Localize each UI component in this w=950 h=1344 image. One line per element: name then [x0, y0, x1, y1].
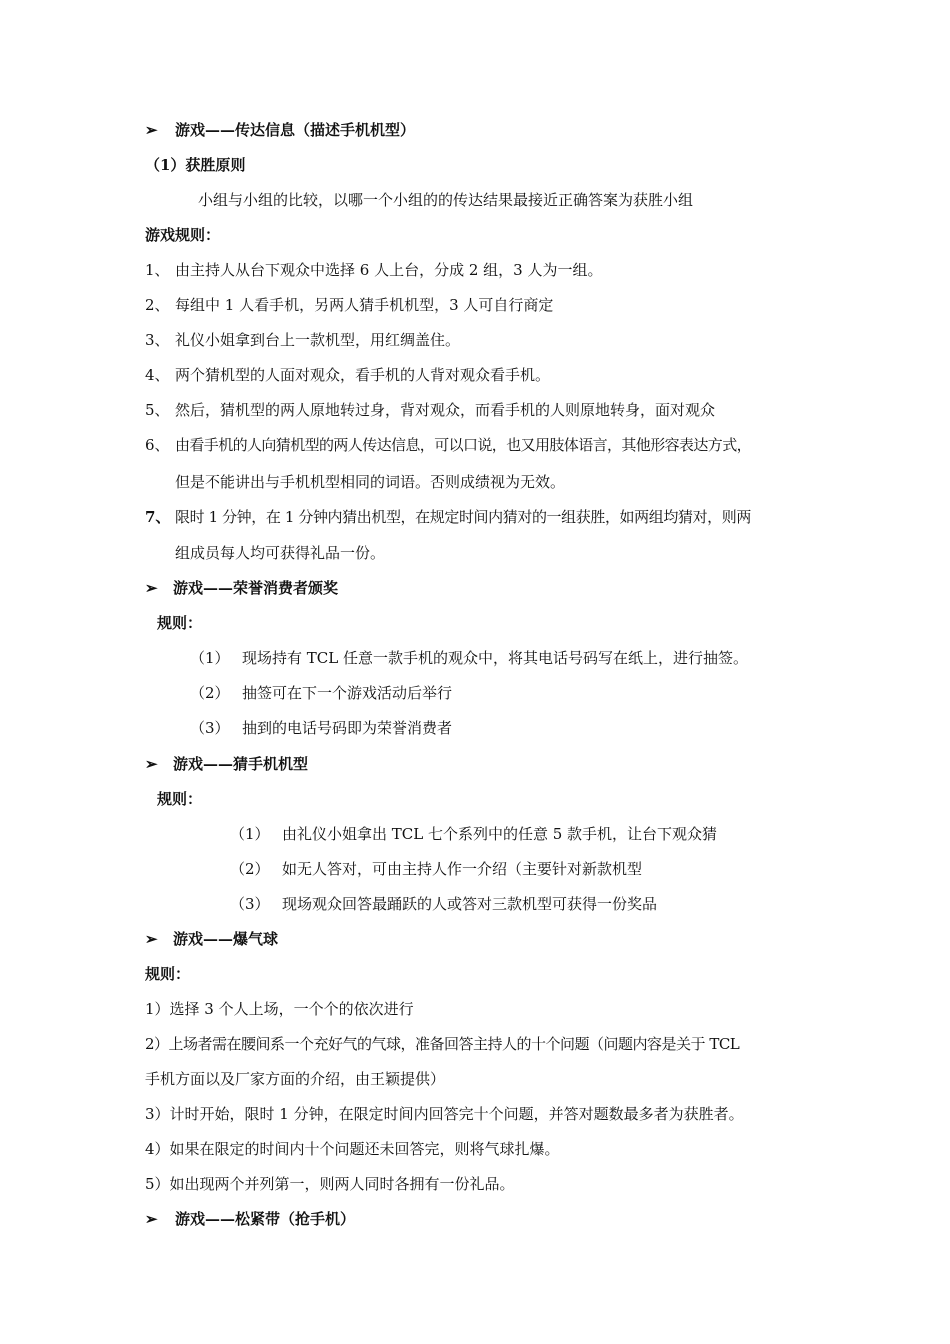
list-item: （3） 现场观众回答最踊跃的人或答对三款机型可获得一份奖品: [230, 895, 658, 913]
arrowhead-bullet-icon: ➢: [145, 121, 158, 139]
list-item: 3、 礼仪小姐拿到台上一款机型，用红绸盖住。: [145, 331, 461, 349]
rules-label: 规则：: [157, 614, 203, 632]
section-heading: ➢ 游戏——猜手机机型: [145, 755, 309, 773]
section-heading: ➢ 游戏——松紧带（抢手机）: [145, 1210, 356, 1228]
section-heading: ➢ 游戏——荣誉消费者颁奖: [145, 579, 339, 597]
section-heading: ➢ 游戏——爆气球: [145, 930, 279, 948]
subheading: （1）获胜原则: [145, 156, 246, 174]
list-item: （2） 抽签可在下一个游戏活动后举行: [190, 684, 453, 702]
arrowhead-bullet-icon: ➢: [145, 1210, 158, 1228]
arrowhead-bullet-icon: ➢: [145, 930, 158, 948]
list-item: 5、 然后，猜机型的两人原地转过身，背对观众，而看手机的人则原地转身，面对观众: [145, 401, 716, 419]
arrowhead-bullet-icon: ➢: [145, 579, 158, 597]
list-item: （1） 现场持有 TCL 任意一款手机的观众中，将其电话号码写在纸上，进行抽签。: [190, 649, 748, 667]
list-item: 4）如果在限定的时间内十个问题还未回答完，则将气球扎爆。: [145, 1140, 560, 1158]
list-item: 2、 每组中 1 人看手机，另两人猜手机机型，3 人可自行商定: [145, 296, 554, 314]
list-item-continuation: 手机方面以及厂家方面的介绍，由王颖提供）: [145, 1070, 446, 1088]
list-item: 1）选择 3 个人上场，一个个的依次进行: [145, 1000, 414, 1018]
list-item-continuation: 组成员每人均可获得礼品一份。: [175, 544, 386, 562]
list-item: 7、 限时 1 分钟，在 1 分钟内猜出机型，在规定时间内猜对的一组获胜，如两组均猜对，则两: [145, 508, 751, 526]
list-item-continuation: 但是不能讲出与手机机型相同的词语。否则成绩视为无效。: [175, 473, 566, 491]
list-item: 2）上场者需在腰间系一个充好气的气球，准备回答主持人的十个问题（问题内容是关于 TCL: [145, 1035, 740, 1053]
list-item: （3） 抽到的电话号码即为荣誉消费者: [190, 719, 453, 737]
paragraph: 小组与小组的比较，以哪一个小组的的传达结果最接近正确答案为获胜小组: [198, 191, 694, 209]
list-item: 6、 由看手机的人向猜机型的两人传达信息，可以口说，也又用肢体语言，其他形容表达方式，: [145, 436, 752, 454]
list-item: （1） 由礼仪小姐拿出 TCL 七个系列中的任意 5 款手机，让台下观众猜: [230, 825, 718, 843]
list-item: 1、 由主持人从台下观众中选择 6 人上台，分成 2 组，3 人为一组。: [145, 261, 603, 279]
rules-label: 规则：: [157, 790, 203, 808]
section-heading: ➢ 游戏——传达信息（描述手机机型）: [145, 121, 416, 139]
rules-label: 游戏规则：: [145, 226, 221, 244]
list-item: 3）计时开始，限时 1 分钟，在限定时间内回答完十个问题，并答对题数最多者为获胜者。: [145, 1105, 744, 1123]
list-item: （2） 如无人答对，可由主持人作一介绍（主要针对新款机型: [230, 860, 643, 878]
rules-label: 规则：: [145, 965, 191, 983]
arrowhead-bullet-icon: ➢: [145, 755, 158, 773]
list-item: 5）如出现两个并列第一，则两人同时各拥有一份礼品。: [145, 1175, 515, 1193]
list-item: 4、 两个猜机型的人面对观众，看手机的人背对观众看手机。: [145, 366, 551, 384]
